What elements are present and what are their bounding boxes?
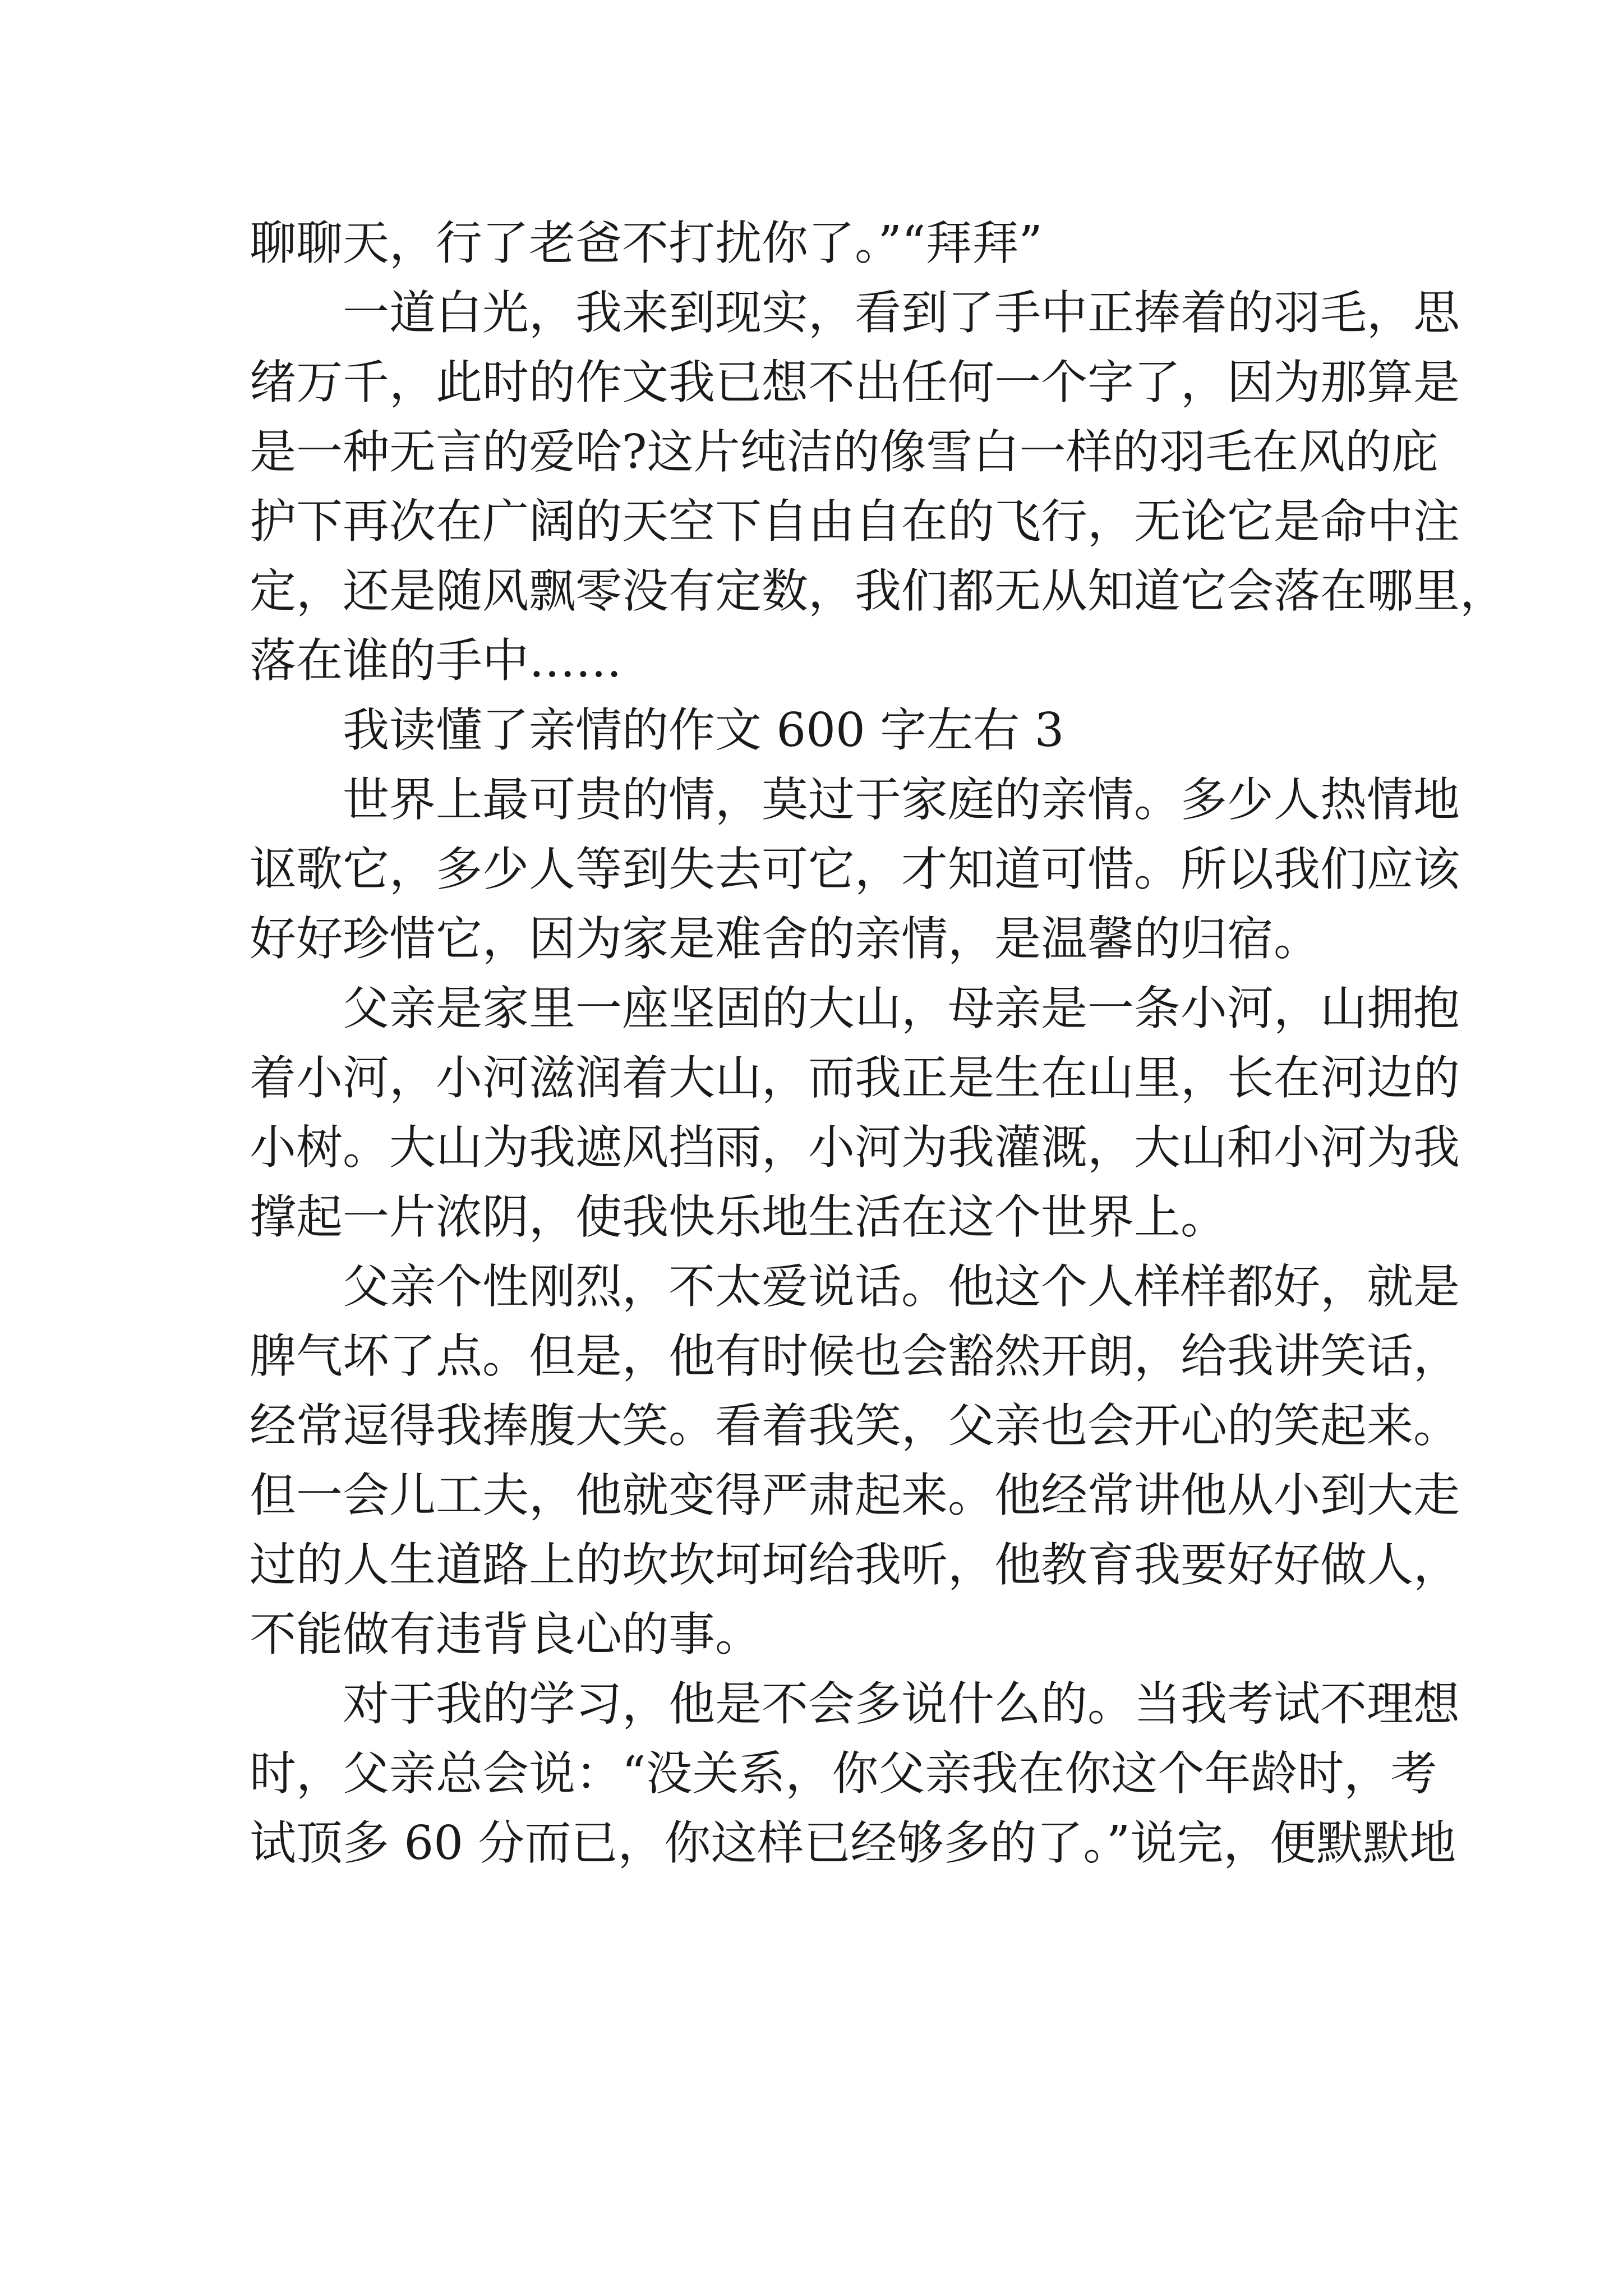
paragraph-5 — [250, 974, 1460, 1252]
text-line: 不能做有违背良心的事。 — [250, 1607, 762, 1662]
text-line: 对于我的学习，他是不会多说什么的。当我考试不理想 — [343, 1677, 1460, 1731]
text-line: 好好珍惜它，因为家是难舍的亲情，是温馨的归宿。 — [250, 912, 1320, 966]
text-line: 讴歌它，多少人等到失去可它，才知道可惜。所以我们应该 — [250, 842, 1460, 896]
text-line: 一道白光，我来到现实，看到了手中正捧着的羽毛，思 — [343, 286, 1460, 340]
text-line: 父亲个性刚烈，不太爱说话。他这个人样样都好，就是 — [343, 1259, 1460, 1314]
text-line: 是一种无言的爱哈?这片纯洁的像雪白一样的羽毛在风的庇 — [250, 425, 1438, 479]
text-line: 世界上最可贵的情，莫过于家庭的亲情。多少人热情地 — [343, 772, 1460, 827]
text-line: 试顶多 60 分而已，你这样已经够多的了。”说完，便默默地 — [250, 1816, 1456, 1870]
paragraph-4 — [250, 765, 1460, 974]
section-heading-text: 我读懂了亲情的作文 600 字左右 3 — [343, 703, 1064, 757]
text-line: 护下再次在广阔的天空下自由自在的飞行，无论它是命中注 — [250, 494, 1460, 549]
text-line: 撑起一片浓阴，使我快乐地生活在这个世界上。 — [250, 1190, 1227, 1244]
paragraph-7 — [250, 1669, 1460, 1878]
text-line: 但一会儿工夫，他就变得严肃起来。他经常讲他从小到大走 — [250, 1468, 1460, 1522]
text-line: 脾气坏了点。但是，他有时候也会豁然开朗，给我讲笑话， — [250, 1329, 1460, 1383]
text-line: 过的人生道路上的坎坎坷坷给我听，他教育我要好好做人， — [250, 1538, 1460, 1592]
section-heading — [250, 696, 1377, 765]
text-line: 着小河，小河滋润着大山，而我正是生在山里，长在河边的 — [250, 1051, 1460, 1105]
text-line: 经常逗得我捧腹大笑。看着我笑，父亲也会开心的笑起来。 — [250, 1398, 1460, 1453]
text-line: 定，还是随风飘零没有定数，我们都无从知道它会落在哪里， — [250, 564, 1506, 618]
text-line: 父亲是家里一座坚固的大山，母亲是一条小河，山拥抱 — [343, 981, 1460, 1036]
paragraph-1 — [250, 209, 1377, 278]
text-line: 小树。大山为我遮风挡雨，小河为我灌溉，大山和小河为我 — [250, 1120, 1460, 1175]
text-line: 绪万千，此时的作文我已想不出任何一个字了，因为那算是 — [250, 355, 1460, 409]
text-line: 落在谁的手中…… — [250, 633, 622, 688]
paragraph-2 — [250, 278, 1506, 696]
text-line: 聊聊天，行了老爸不打扰你了。”“拜拜” — [250, 216, 1043, 270]
document-body — [250, 209, 1506, 1878]
paragraph-6 — [250, 1252, 1460, 1669]
text-line: 时，父亲总会说：“没关系，你父亲我在你这个年龄时，考 — [250, 1746, 1437, 1801]
